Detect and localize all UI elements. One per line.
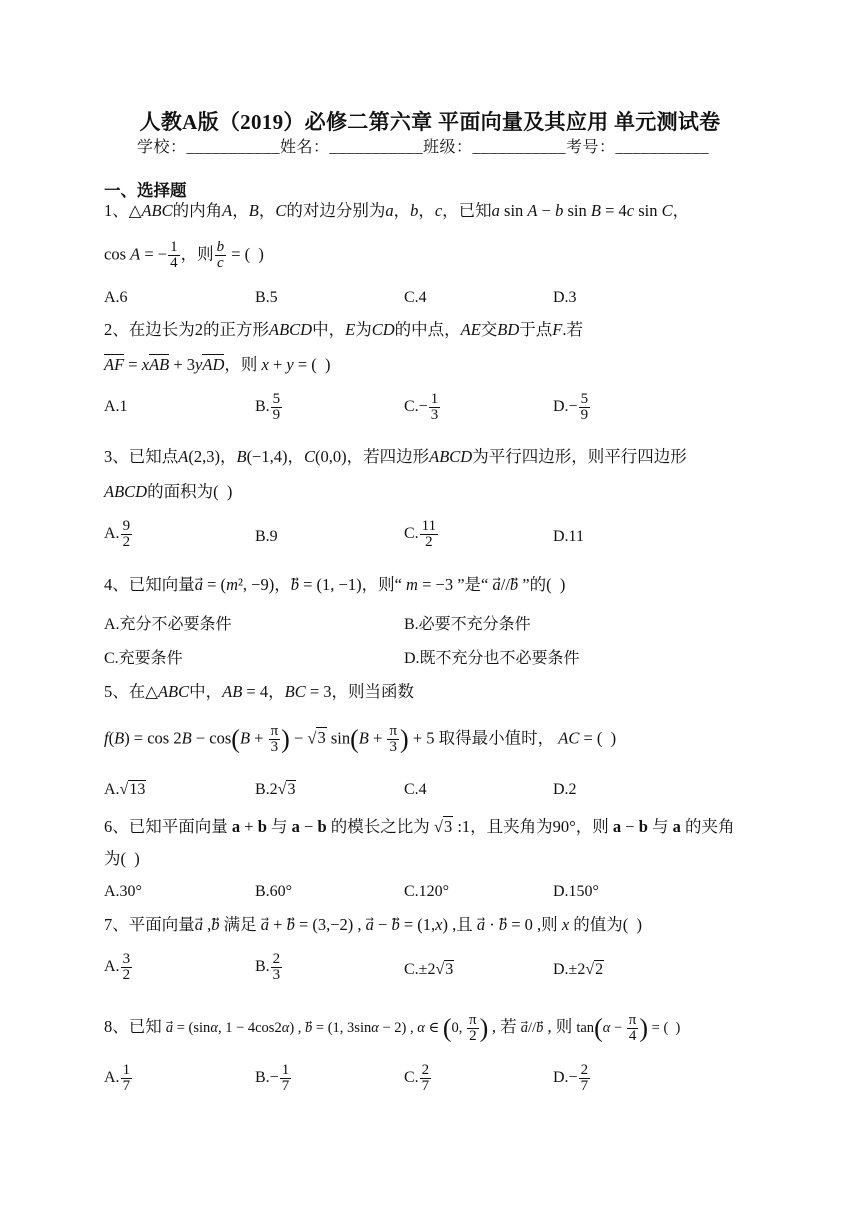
question-8-line-1: 8、已知 a⃗ = (sinα, 1 − 4cos2α) , b⃗ = (1, 3sinα − 2) , α ∈ (0, $\frac{\pi}{2}$ ) , 若 a⃗//b , 则 tan(α − $\frac{\pi}{4}$ ) = ( ) xyxy=(104,1012,681,1044)
question-7-option-a[interactable]: A. $\frac{3}{2}$ xyxy=(104,951,131,983)
question-5-option-c[interactable]: C.4 xyxy=(404,781,427,798)
question-1-line-2: cos A = − $\frac{1}{4}$ ，则 $\frac{b}{c}$ = ( ) xyxy=(104,239,264,271)
question-5-option-d[interactable]: D.2 xyxy=(553,781,577,798)
question-6-option-b[interactable]: B.60° xyxy=(255,883,293,900)
question-4-option-d[interactable]: D.既不充分也不必要条件 xyxy=(404,650,580,667)
question-7-option-c[interactable]: C.±2√3 xyxy=(404,961,454,978)
question-4-line-1: 4、已知向量a⃗ = (m², −9)，b⃗ = (1, −1)，则“ m = −3 ”是“ a⃗//b⃗ ”的( ) xyxy=(104,575,566,594)
question-1-option-b[interactable]: B.5 xyxy=(255,289,278,306)
question-5-option-b[interactable]: B.2√3 xyxy=(255,781,296,798)
question-6-line-2: 为( ) xyxy=(104,849,140,868)
question-6-option-d[interactable]: D.150° xyxy=(553,883,599,900)
question-2-option-b[interactable]: B. $\frac{5}{9}$ xyxy=(255,391,281,423)
question-3-line-1: 3、已知点A(2,3)，B(−1,4)，C(0,0)，若四边形ABCD为平行四边形，则平行四边形 xyxy=(104,447,687,466)
question-3-option-d[interactable]: D.11 xyxy=(553,528,584,545)
question-3-option-a[interactable]: A. $\frac{9}{2}$ xyxy=(104,518,131,550)
question-1-line-1: 1、△ABC的内角A，B，C的对边分别为a，b，c，已知a sin A − b sin B = 4c sin C， xyxy=(104,201,690,220)
question-8-option-b[interactable]: B.− $\frac{1}{7}$ xyxy=(255,1062,290,1094)
question-7-line-1: 7、平面向量a⃗ ,b⃗ 满足 a⃗ + b⃗ = (3,−2) , a⃗ − b⃗ = (1,x) ,且 a⃗ · b⃗ = 0 ,则 x 的值为( ) xyxy=(104,915,643,934)
page-title: 人教A版（2019）必修二第六章 平面向量及其应用 单元测试卷 xyxy=(139,110,721,134)
question-3-option-c[interactable]: C. $\frac{11}{2}$ xyxy=(404,518,437,550)
question-7-option-d[interactable]: D.±2√2 xyxy=(553,961,604,978)
question-6-line-1: 6、已知平面向量 a + b 与 a − b 的模长之比为 √3 :1，且夹角为90°，则 a − b 与 a 的夹角 xyxy=(104,817,735,836)
question-2-line-2: AF = xAB + 3yAD，则 x + y = ( ) xyxy=(104,355,331,374)
question-8-option-d[interactable]: D.− $\frac{2}{7}$ xyxy=(553,1062,589,1094)
question-2-option-a[interactable]: A.1 xyxy=(104,398,128,415)
question-6-option-a[interactable]: A.30° xyxy=(104,883,142,900)
question-3-option-b[interactable]: B.9 xyxy=(255,528,278,545)
question-8-option-a[interactable]: A. $\frac{1}{7}$ xyxy=(104,1062,131,1094)
question-2-line-1: 2、在边长为2的正方形ABCD中，E为CD的中点，AE交BD于点F.若 xyxy=(104,320,583,339)
question-4-option-c[interactable]: C.充要条件 xyxy=(104,650,183,667)
question-6-option-c[interactable]: C.120° xyxy=(404,883,450,900)
student-info-line: 学校：___________姓名：___________班级：___________考号：___________ xyxy=(137,139,710,156)
question-2-option-d[interactable]: D.− $\frac{5}{9}$ xyxy=(553,391,589,423)
question-5-option-a[interactable]: A.√13 xyxy=(104,781,146,798)
question-3-line-2: ABCD的面积为( ) xyxy=(104,482,233,501)
question-7-option-b[interactable]: B. $\frac{2}{3}$ xyxy=(255,951,281,983)
question-1-option-c[interactable]: C.4 xyxy=(404,289,427,306)
question-4-option-b[interactable]: B.必要不充分条件 xyxy=(404,616,531,633)
question-5-line-1: 5、在△ABC中，AB = 4，BC = 3，则当函数 xyxy=(104,682,415,701)
section-title: 一、选择题 xyxy=(104,181,187,200)
question-8-option-c[interactable]: C. $\frac{2}{7}$ xyxy=(404,1062,430,1094)
question-1-option-d[interactable]: D.3 xyxy=(553,289,577,306)
question-4-option-a[interactable]: A.充分不必要条件 xyxy=(104,616,232,633)
question-5-line-2: f(B) = cos 2B − cos(B + $\frac{\pi}{3}$ ) − √3 sin(B + $\frac{\pi}{3}$ ) + 5 取得最小值时， AC = ( ) xyxy=(104,723,617,755)
question-2-option-c[interactable]: C.− $\frac{1}{3}$ xyxy=(404,391,439,423)
question-1-option-a[interactable]: A.6 xyxy=(104,289,128,306)
